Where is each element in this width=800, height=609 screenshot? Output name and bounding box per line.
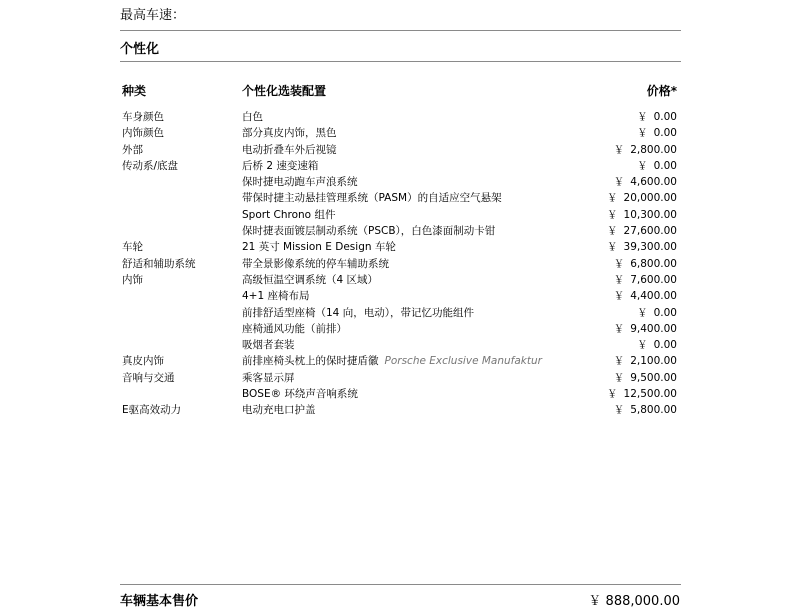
row-price (614, 288, 677, 304)
row-option-text: BOSE® 环绕声音响系统 (242, 388, 358, 401)
row-option (242, 142, 337, 158)
row-category: 车轮 (122, 241, 143, 254)
row-option-text: 21 英寸 Mission E Design 车轮 (242, 241, 396, 254)
row-option (242, 337, 295, 353)
table-row (0, 174, 800, 190)
row-price-value: 12,500.00 (623, 388, 677, 401)
row-price-value: 9,500.00 (630, 371, 677, 384)
row-option (242, 109, 263, 125)
currency-symbol: ￥ (613, 290, 625, 303)
currency-symbol: ￥ (613, 257, 625, 270)
table-row (0, 190, 800, 206)
currency-symbol: ￥ (613, 143, 625, 156)
table-row (0, 109, 800, 125)
row-category: 外部 (122, 143, 143, 156)
currency-symbol: ￥ (637, 339, 648, 352)
row-option-text: 电动折叠车外后视镜 (242, 143, 337, 156)
row-price (607, 239, 677, 255)
row-price-value: 4,600.00 (630, 176, 677, 189)
row-price (614, 272, 677, 288)
row-price (607, 386, 677, 402)
row-price-value: 5,800.00 (630, 404, 677, 417)
row-price (607, 190, 677, 206)
row-price (607, 223, 677, 239)
row-option (242, 288, 310, 304)
table-row (0, 321, 800, 337)
table-row (0, 353, 800, 369)
row-price-value: 4,400.00 (630, 290, 677, 303)
header-category: 种类 (122, 84, 147, 98)
row-price (614, 321, 677, 337)
base-price-value: ￥ 888,000.00 (588, 594, 680, 609)
table-row (0, 158, 800, 174)
row-option-text: 座椅通风功能（前排） (242, 322, 347, 335)
row-option-text: 电动充电口护盖 (242, 404, 316, 417)
row-option-suffix: Porsche Exclusive Manufaktur (384, 355, 542, 368)
row-option (242, 353, 542, 369)
row-option (242, 272, 378, 288)
row-price-value: 0.00 (653, 339, 677, 352)
row-option-text: 部分真皮内饰，黑色 (242, 127, 337, 140)
table-row (0, 207, 800, 223)
row-option (242, 190, 502, 206)
currency-symbol: ￥ (613, 404, 625, 417)
currency-symbol: ￥ (613, 176, 625, 189)
row-price (614, 353, 677, 369)
row-price-value: 10,300.00 (623, 208, 677, 221)
row-price-value: 0.00 (653, 127, 677, 140)
table-row (0, 125, 800, 141)
currency-symbol: ￥ (613, 355, 625, 368)
row-price-value: 2,800.00 (630, 143, 677, 156)
table-row (0, 337, 800, 353)
currency-symbol: ￥ (613, 371, 625, 384)
base-price-label: 车辆基本售价 (120, 594, 199, 609)
row-option (242, 158, 318, 174)
table-row (0, 256, 800, 272)
row-option-text: 带保时捷主动悬挂管理系统（PASM）的自适应空气悬架 (242, 192, 502, 205)
row-option (242, 305, 474, 321)
currency-symbol: ￥ (613, 322, 625, 335)
row-price (637, 125, 677, 141)
table-row (0, 272, 800, 288)
currency-symbol: ￥ (607, 241, 618, 254)
row-category: 音响与交通 (122, 371, 175, 384)
top-speed-label: 最高车速： (120, 8, 186, 23)
row-option-text: 4+1 座椅布局 (242, 290, 310, 303)
row-option (242, 321, 347, 337)
currency-symbol: ￥ (637, 127, 648, 140)
row-category: 传动系/底盘 (122, 159, 179, 172)
row-option-text: Sport Chrono 组件 (242, 208, 336, 221)
row-price (637, 109, 677, 125)
currency-symbol: ￥ (607, 388, 618, 401)
options-table (0, 109, 800, 419)
row-price (614, 370, 677, 386)
row-category: 真皮内饰 (122, 355, 164, 368)
row-option (242, 223, 495, 239)
row-option-text: 保时捷电动跑车声浪系统 (242, 176, 358, 189)
table-row (0, 239, 800, 255)
row-price-value: 39,300.00 (623, 241, 677, 254)
table-row (0, 288, 800, 304)
row-category: E驱高效动力 (122, 404, 182, 417)
row-price (614, 142, 677, 158)
row-price-value: 0.00 (653, 306, 677, 319)
table-row (0, 142, 800, 158)
row-category: 内饰 (122, 273, 143, 286)
row-option (242, 386, 358, 402)
currency-symbol: ￥ (613, 273, 625, 286)
row-price (637, 337, 677, 353)
table-row (0, 223, 800, 239)
row-option-text: 前排座椅头枕上的保时捷盾徽 (242, 355, 379, 368)
row-option (242, 239, 396, 255)
row-price-value: 20,000.00 (623, 192, 677, 205)
row-option-text: 乘客显示屏 (242, 371, 295, 384)
divider-section (120, 61, 681, 62)
currency-symbol: ￥ (637, 159, 648, 172)
header-option: 个性化选装配置 (242, 84, 327, 98)
row-price-value: 0.00 (653, 111, 677, 123)
row-option (242, 174, 358, 190)
row-option (242, 256, 389, 272)
row-price (614, 402, 677, 418)
row-price (614, 174, 677, 190)
row-category: 车身颜色 (122, 111, 164, 123)
row-price-value: 9,400.00 (630, 322, 677, 335)
row-price (637, 158, 677, 174)
currency-symbol: ￥ (607, 208, 618, 221)
row-option-text: 保时捷表面镀层制动系统（PSCB），白色漆面制动卡钳 (242, 225, 496, 238)
row-price (637, 305, 677, 321)
row-option (242, 402, 316, 418)
table-row (0, 386, 800, 402)
row-option-text: 前排舒适型座椅（14 向，电动），带记忆功能组件 (242, 306, 474, 319)
divider-top (120, 30, 681, 31)
row-option-text: 白色 (242, 111, 263, 123)
currency-symbol: ￥ (637, 111, 648, 123)
table-row (0, 402, 800, 418)
table-row (0, 370, 800, 386)
row-price (614, 256, 677, 272)
row-price-value: 7,600.00 (630, 273, 677, 286)
row-option-text: 吸烟者套装 (242, 339, 295, 352)
row-option (242, 207, 335, 223)
row-category: 内饰颜色 (122, 127, 164, 140)
currency-symbol: ￥ (607, 225, 618, 238)
currency-symbol: ￥ (607, 192, 618, 205)
row-price-value: 0.00 (653, 159, 677, 172)
row-category: 舒适和辅助系统 (122, 257, 196, 270)
header-price: 价格* (646, 84, 677, 98)
section-title: 个性化 (120, 42, 160, 57)
table-row (0, 305, 800, 321)
row-option-text: 后桥 2 速变速箱 (242, 159, 319, 172)
row-option-text: 高级恒温空调系统（4 区域） (242, 273, 379, 286)
row-price-value: 2,100.00 (630, 355, 677, 368)
divider-bottom (120, 584, 681, 585)
row-option (242, 125, 337, 141)
row-price-value: 6,800.00 (630, 257, 677, 270)
row-option-text: 带全景影像系统的停车辅助系统 (242, 257, 389, 270)
currency-symbol: ￥ (637, 306, 648, 319)
row-price (607, 207, 677, 223)
row-option (242, 370, 295, 386)
row-price-value: 27,600.00 (623, 225, 677, 238)
